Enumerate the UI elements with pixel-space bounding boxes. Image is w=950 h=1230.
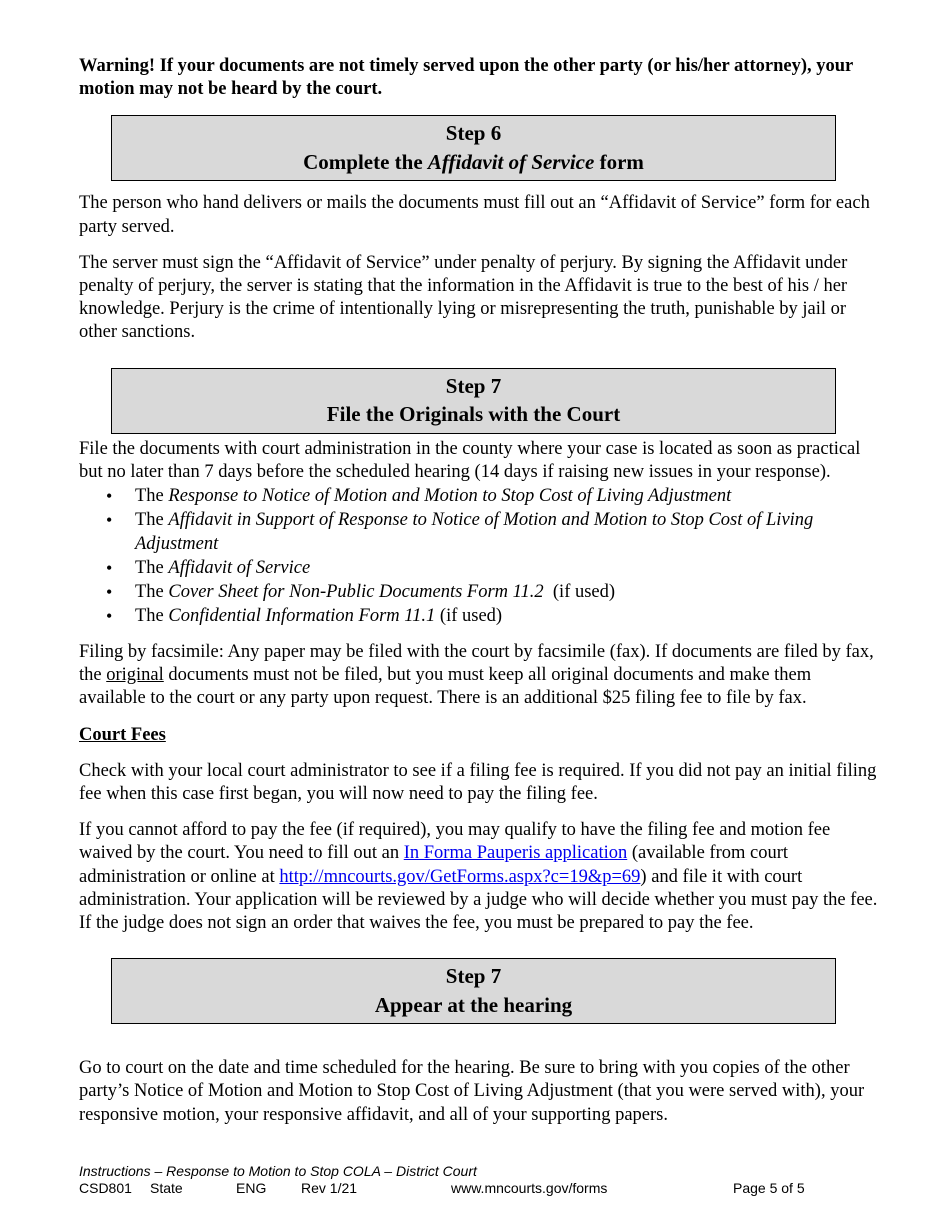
footer-url: www.mncourts.gov/forms (451, 1180, 608, 1196)
document-list (79, 484, 879, 628)
step-6-number: Step 6 (445, 121, 502, 146)
step-7-file-header (111, 368, 836, 434)
footer-page-number: Page 5 of 5 (733, 1180, 805, 1196)
court-fees-paragraph-1: Check with your local court administrator to see if a filing fee is required. If you did not pay an initial filing fee when this case first began, you will now need to pay the filing fee. (79, 760, 877, 805)
step-7-hearing-number: Step 7 (445, 964, 502, 989)
document-page (79, 55, 879, 1127)
step-7-hearing-title: Appear at the hearing (374, 992, 573, 1017)
list-item: • The Confidential Information Form 11.1 (if used) (79, 604, 879, 628)
footer-language: ENG (236, 1180, 267, 1196)
fax-filing-paragraph: Filing by facsimile: Any paper may be filed with the court by facsimile (fax). If documents are filed by fax, the original documents must not be filed, but you must keep all original documents and make them available to the court or any party upon request. There is an additional $25 filing fee to file by fax. (79, 642, 874, 709)
step-6-header (111, 115, 836, 181)
get-forms-link[interactable]: http://mncourts.gov/GetForms.aspx?c=19&p=69 (279, 866, 641, 887)
step-7-hearing-header (111, 958, 836, 1024)
step-7-file-title: File the Originals with the Court (326, 402, 621, 427)
footer-form-code: CSD801 (79, 1180, 132, 1196)
step-7-file-number: Step 7 (445, 373, 502, 398)
step-7-file-paragraph: File the documents with court administration in the county where your case is located as soon as practical but no later than 7 days before the scheduled hearing (14 days if raising new issues in your response). (79, 438, 861, 482)
court-fees-heading: Court Fees (79, 724, 166, 745)
footer-revision: Rev 1/21 (301, 1180, 358, 1196)
list-item: • The Cover Sheet for Non-Public Documents Form 11.2 (if used) (79, 580, 879, 604)
hearing-paragraph: Go to court on the date and time scheduled for the hearing. Be sure to bring with you copies of the other party’s Notice of Motion and Motion to Stop Cost of Living Adjustment (that you were served with), your responsive motion, your responsive affidavit, and all of your supporting papers. (79, 1058, 865, 1125)
in-forma-pauperis-link[interactable]: In Forma Pauperis application (403, 843, 628, 864)
footer-state: State (150, 1180, 183, 1196)
list-item: • The Affidavit in Support of Response to Notice of Motion and Motion to Stop Cost of Living Adjustment (79, 508, 879, 556)
list-item: • The Affidavit of Service (79, 556, 879, 580)
footer-row (79, 1180, 879, 1197)
step-6-title: Complete the Affidavit of Service form (303, 149, 644, 174)
step-6-paragraph-1: The person who hand delivers or mails the documents must fill out an “Affidavit of Service” form for each party served. (79, 193, 870, 237)
page-footer (79, 1163, 879, 1197)
list-item: • The Response to Notice of Motion and Motion to Stop Cost of Living Adjustment (79, 484, 879, 508)
footer-title: Instructions – Response to Motion to Stop COLA – District Court (79, 1163, 477, 1179)
step-6-paragraph-2: The server must sign the “Affidavit of Service” under penalty of perjury. By signing the Affidavit under penalty of perjury, the server is stating that the information in the Affidavit is true to the best of his / her knowledge. Perjury is the crime of intentionally lying or misrepresenting the truth, punishable by jail or other sanctions. (79, 252, 848, 343)
warning-text: Warning! If your documents are not timely served upon the other party (or his/her attorney), your motion may not be heard by the court. (79, 56, 853, 100)
court-fees-paragraph-2: If you cannot afford to pay the fee (if required), you may qualify to have the filing fee and motion fee waived by the court. You need to fill out an In Forma Pauperis application (available from court administration or online at http://mncourts.gov/GetForms.aspx?c=19&p=69) and file it with court administration. Your application will be reviewed by a judge who will decide whether you must pay the fee. If the judge does not sign an order that waives the fee, you must be prepared to pay the fee. (79, 820, 878, 934)
